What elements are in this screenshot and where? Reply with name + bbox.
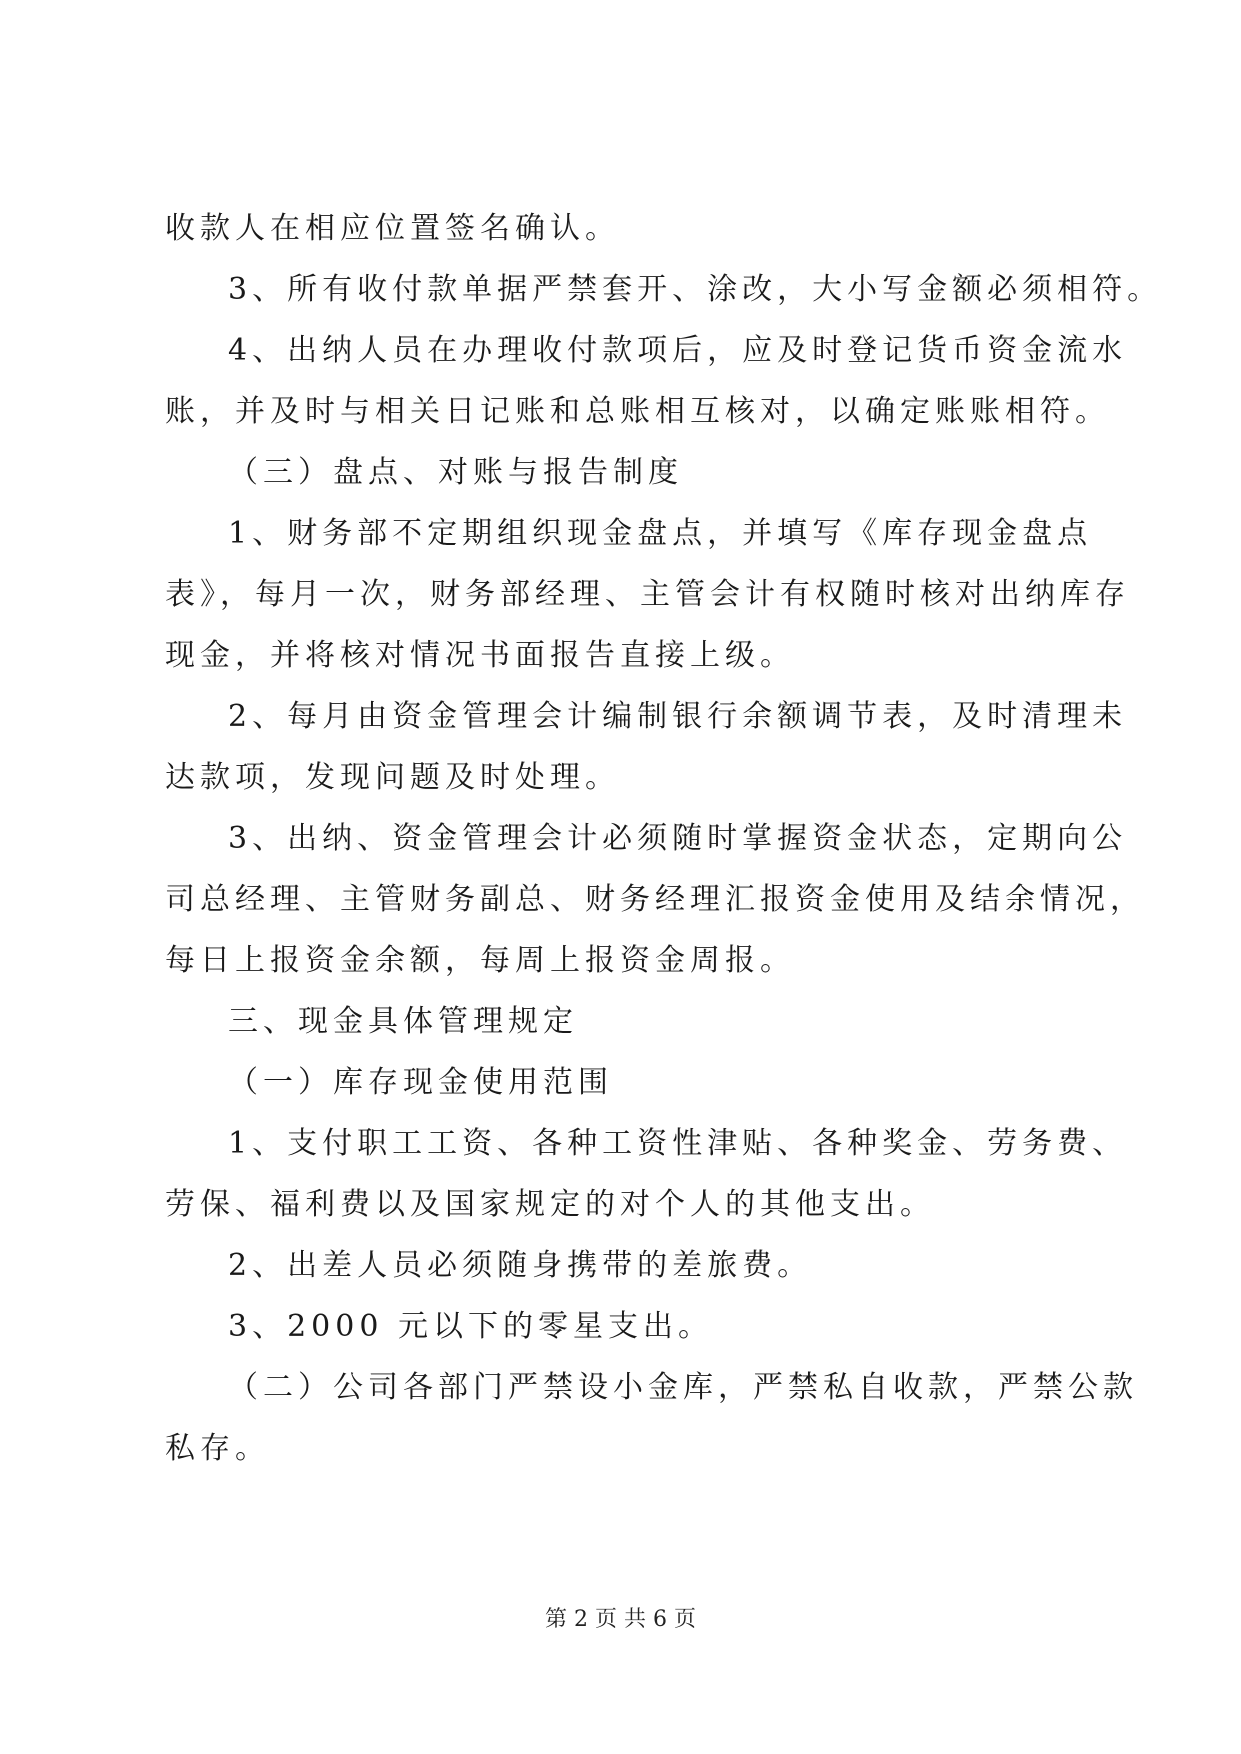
text-line: 2、出差人员必须随身携带的差旅费。 <box>228 1248 813 1283</box>
text-line: 1、支付职工工资、各种工资性津贴、各种奖金、劳务费、 <box>228 1126 1128 1161</box>
text-line: 3、2000 元以下的零星支出。 <box>228 1309 713 1344</box>
text-line: 收款人在相应位置签名确认。 <box>165 211 620 246</box>
section-heading: （一）库存现金使用范围 <box>228 1065 613 1100</box>
section-heading: （二）公司各部门严禁设小金库，严禁私自收款，严禁公款 <box>228 1370 1138 1405</box>
text-line: 每日上报资金余额，每周上报资金周报。 <box>165 943 795 978</box>
text-line: 劳保、福利费以及国家规定的对个人的其他支出。 <box>165 1187 935 1222</box>
text-line: 2、每月由资金管理会计编制银行余额调节表，及时清理未 <box>228 699 1128 734</box>
text-line: 1、财务部不定期组织现金盘点，并填写《库存现金盘点 <box>228 516 1093 551</box>
text-line: 4、出纳人员在办理收付款项后，应及时登记货币资金流水 <box>228 333 1128 368</box>
text-line: 现金，并将核对情况书面报告直接上级。 <box>165 638 795 673</box>
text-line: 3、所有收付款单据严禁套开、涂改，大小写金额必须相符。 <box>228 272 1163 307</box>
text-line: 司总经理、主管财务副总、财务经理汇报资金使用及结余情况， <box>165 882 1145 917</box>
text-line: 表》，每月一次，财务部经理、主管会计有权随时核对出纳库存 <box>165 577 1130 612</box>
text-line: 账，并及时与相关日记账和总账相互核对，以确定账账相符。 <box>165 394 1110 429</box>
section-heading: 三、现金具体管理规定 <box>228 1004 578 1039</box>
section-heading: （三）盘点、对账与报告制度 <box>228 455 683 490</box>
text-line: 3、出纳、资金管理会计必须随时掌握资金状态，定期向公 <box>228 821 1128 856</box>
text-line: 私存。 <box>165 1431 270 1466</box>
text-line: 达款项，发现问题及时处理。 <box>165 760 620 795</box>
page-number-footer: 第 2 页 共 6 页 <box>545 1607 696 1632</box>
